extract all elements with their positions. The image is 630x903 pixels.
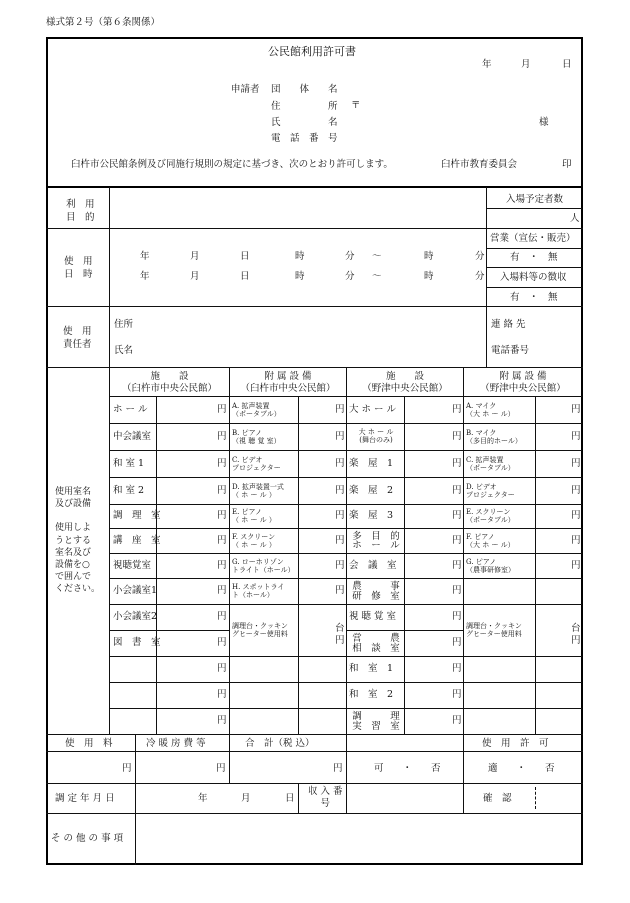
facility-side-label: 使用室名 及び設備 使用しよ うとする 室名及び 設備を○ で囲んで ください。 [55,487,101,595]
col3-yen-13: 円 [452,715,462,726]
col2-yen-4: 円 [335,484,345,496]
dt2-hour: 時 [295,271,305,282]
col1-yen-4: 円 [217,484,227,496]
contact-phone-label: 電話番号 [491,345,530,356]
usage-fee-label: 使 用 料 [65,738,113,749]
col4-cooking-dai: 台 [571,623,581,634]
issuer-name: 臼杵市教育委員会 [441,159,518,170]
col1-header: 施 設 （臼杵市中央公民館） [121,371,217,395]
col2-cooking-dai: 台 [335,623,345,634]
heating-fee-yen[interactable]: 円 [216,763,226,774]
purpose-label: 利 用 目 的 [66,199,95,223]
dt2-minute: 分 [345,271,355,282]
col4-equip-1[interactable]: A. マイク （大 ホ ー ル） [466,401,515,418]
form-number: 様式第２号（第６条関係） [46,17,161,28]
col3-room-4[interactable]: 楽 屋 2 [349,484,394,496]
postal-mark: 〒 [351,100,361,111]
col4-equip-6[interactable]: F. ピアノ （大 ホ ー ル） [466,532,515,549]
col2-equip-2[interactable]: B. ピアノ （視 聴 覚 室） [232,428,281,445]
col3-room-8[interactable]: 農 事 研 修 室 [352,581,400,602]
phone-label: 電 話 番 号 [271,133,338,144]
sales-yes-no[interactable]: 有 ・ 無 [510,252,558,263]
receipt-no-label: 収 入 番 号 [308,786,343,810]
col1-yen-1: 円 [217,403,227,415]
col3-yen-11: 円 [452,663,462,674]
col3-yen-4: 円 [452,484,462,496]
col3-yen-9: 円 [452,611,462,622]
col3-room-6[interactable]: 多 目 的 ホ ー ル [352,530,400,551]
dt2-month: 月 [190,271,200,282]
issuer-seal: 印 [562,159,572,170]
col1-yen-12: 円 [217,689,227,700]
dt1-minute-end: 分 [475,251,485,262]
col1-room-10[interactable]: 図 書 室 [113,637,161,648]
teki-hi[interactable]: 適 ・ 否 [488,763,555,774]
col1-yen-9: 円 [217,611,227,622]
form-title: 公民館利用許可書 [268,45,356,58]
col2-yen-7: 円 [335,559,345,571]
col3-room-3[interactable]: 楽 屋 1 [349,457,394,469]
col4-cooking-fee[interactable]: 調理台・クッキン グヒーター使用料 [466,622,522,639]
col1-yen-6: 円 [217,534,227,546]
col1-yen-2: 円 [217,430,227,442]
col2-equip-4[interactable]: D. 拡声装置一式 （ ホ ー ル ） [232,482,284,499]
fee-collection-label: 入場料等の徴収 [500,272,567,283]
col1-yen-13: 円 [217,715,227,726]
col1-room-8[interactable]: 小会議室1 [113,585,158,596]
col2-cooking-yen: 円 [335,635,345,646]
col3-room-9[interactable]: 視 聴 覚 室 [349,611,397,622]
header-month: 月 [521,59,531,70]
people-unit: 人 [570,213,580,224]
col1-room-3[interactable]: 和 室 1 [113,457,145,469]
col1-room-2[interactable]: 中会議室 [113,430,152,442]
purpose-field[interactable] [110,188,485,228]
col3-room-7[interactable]: 会 議 室 [349,559,397,571]
dt1-minute: 分 [345,251,355,262]
col3-room-13[interactable]: 調 理 実 習 室 [352,711,400,732]
assessment-date-label: 調 定 年 月 日 [55,793,115,804]
dt1-hour: 時 [295,251,305,262]
dt1-day: 日 [240,251,250,262]
dt1-tilde: ～ [372,251,382,262]
permission-statement: 臼杵市公民館条例及び同施行規則の規定に基づき、次のとおり許可します。 [71,159,393,170]
total-label: 合 計（税 込） [245,738,315,749]
seal-sama: 様 [539,117,549,128]
col2-equip-6[interactable]: F. スクリーン （ ホ ー ル ） [232,532,276,549]
col3-room-12[interactable]: 和 室 2 [349,689,394,700]
col2-yen-1: 円 [335,403,345,415]
col4-yen-3: 円 [571,457,581,469]
dt2-minute-end: 分 [475,271,485,282]
col4-cooking-yen: 円 [571,635,581,646]
assessment-day: 日 [285,793,295,804]
col4-yen-1: 円 [571,403,581,415]
col4-yen-5: 円 [571,510,581,521]
name-label: 氏 名 [271,117,338,128]
col3-yen-10: 円 [452,637,462,648]
col3-room-10[interactable]: 営 農 相 談 室 [352,633,400,654]
expected-people-label: 入場予定者数 [506,194,564,205]
dt2-tilde: ～ [372,271,382,282]
col3-room-5[interactable]: 楽 屋 3 [349,510,394,521]
contact-label: 連 絡 先 [491,319,526,330]
total-yen[interactable]: 円 [333,763,343,774]
col2-equip-7[interactable]: G. ローホリゾン トライト（ホール） [232,557,295,574]
dt1-month: 月 [190,251,200,262]
ka-hi[interactable]: 可 ・ 否 [374,763,441,774]
col1-yen-5: 円 [217,510,227,521]
col3-header: 施 設 （野津中央公民館） [362,371,448,395]
usage-fee-yen[interactable]: 円 [122,763,132,774]
col2-header: 附 属 設 備 （臼杵市中央公民館） [240,371,336,395]
fee-yes-no[interactable]: 有 ・ 無 [510,292,558,303]
sales-label: 営業（宣伝・販売） [490,233,576,244]
applicant-label: 申請者 [231,84,260,95]
responsible-address[interactable]: 住所 [114,319,134,330]
col1-room-7[interactable]: 視聴覚室 [113,559,152,571]
col3-yen-1: 円 [452,403,462,415]
org-name-label: 団 体 名 [271,84,338,95]
address-label: 住 所 [271,101,338,112]
col1-yen-8: 円 [217,585,227,596]
assessment-month: 月 [241,793,251,804]
other-matters-label: そ の 他 の 事 項 [51,833,124,844]
col4-equip-5[interactable]: E. スクリーン （ポータブル） [466,508,515,525]
assessment-year: 年 [198,793,208,804]
col3-yen-3: 円 [452,457,462,469]
col2-equip-3[interactable]: C. ビデオ プロジェクター [232,455,281,472]
col1-room-1[interactable]: ホ ー ル [113,403,148,415]
col4-equip-4[interactable]: D. ビデオ プロジェクター [466,482,515,499]
col2-equip-8[interactable]: H. スポットライ ト（ホール） [232,583,285,600]
col1-yen-11: 円 [217,663,227,674]
col4-yen-6: 円 [571,534,581,546]
col4-yen-7: 円 [571,559,581,571]
col2-yen-8: 円 [335,585,345,596]
confirm-label: 確 認 [483,793,512,804]
col3-room-1[interactable]: 大 ホ ー ル [349,403,397,415]
col3-yen-12: 円 [452,689,462,700]
col1-room-9[interactable]: 小会議室2 [113,611,158,622]
dt2-day: 日 [240,271,250,282]
other-matters-field[interactable] [136,814,581,862]
responsible-label: 使 用 責任者 [63,326,92,350]
col4-equip-3[interactable]: C. 拡声装置 （ポータブル） [466,455,515,472]
col3-yen-7: 円 [452,559,462,571]
col2-yen-6: 円 [335,534,345,546]
col3-yen-2: 円 [452,430,462,442]
datetime-label: 使 用 日 時 [64,256,93,280]
col1-room-4[interactable]: 和 室 2 [113,484,145,496]
col2-yen-5: 円 [335,510,345,521]
dt1-year: 年 [140,251,150,262]
header-day: 日 [562,59,572,70]
col4-equip-2[interactable]: B. マイク （多目的ホール） [466,428,522,445]
col4-header: 附 属 設 備 （野津中央公民館） [480,371,566,395]
col2-equip-1[interactable]: A. 拡声装置 （ポータブル） [232,401,281,418]
dt1-hour-end: 時 [424,251,434,262]
col4-equip-7[interactable]: G. ピアノ （農事研修室） [466,557,515,574]
col1-room-5[interactable]: 調 理 室 [113,510,161,521]
dt2-hour-end: 時 [424,271,434,282]
col1-yen-3: 円 [217,457,227,469]
col3-room-11[interactable]: 和 室 1 [349,663,394,674]
col1-yen-10: 円 [217,637,227,648]
col1-room-6[interactable]: 講 座 室 [113,534,161,546]
col4-yen-2: 円 [571,430,581,442]
permission-label: 使 用 許 可 [482,738,549,749]
col4-yen-4: 円 [571,484,581,496]
col2-equip-5[interactable]: E. ピアノ （ ホ ー ル ） [232,508,276,525]
heating-fee-label: 冷 暖 房 費 等 [146,738,206,749]
header-year: 年 [482,59,492,70]
col3-yen-5: 円 [452,510,462,521]
col1-yen-7: 円 [217,559,227,571]
col2-cooking-fee[interactable]: 調理台・クッキン グヒーター使用料 [232,622,288,639]
col3-room-2[interactable]: 大 ホ ー ル (舞台のみ) [358,427,394,444]
col3-yen-6: 円 [452,534,462,546]
col3-yen-8: 円 [452,585,462,596]
col2-yen-3: 円 [335,457,345,469]
dt2-year: 年 [140,271,150,282]
responsible-name[interactable]: 氏名 [114,345,134,356]
col2-yen-2: 円 [335,430,345,442]
